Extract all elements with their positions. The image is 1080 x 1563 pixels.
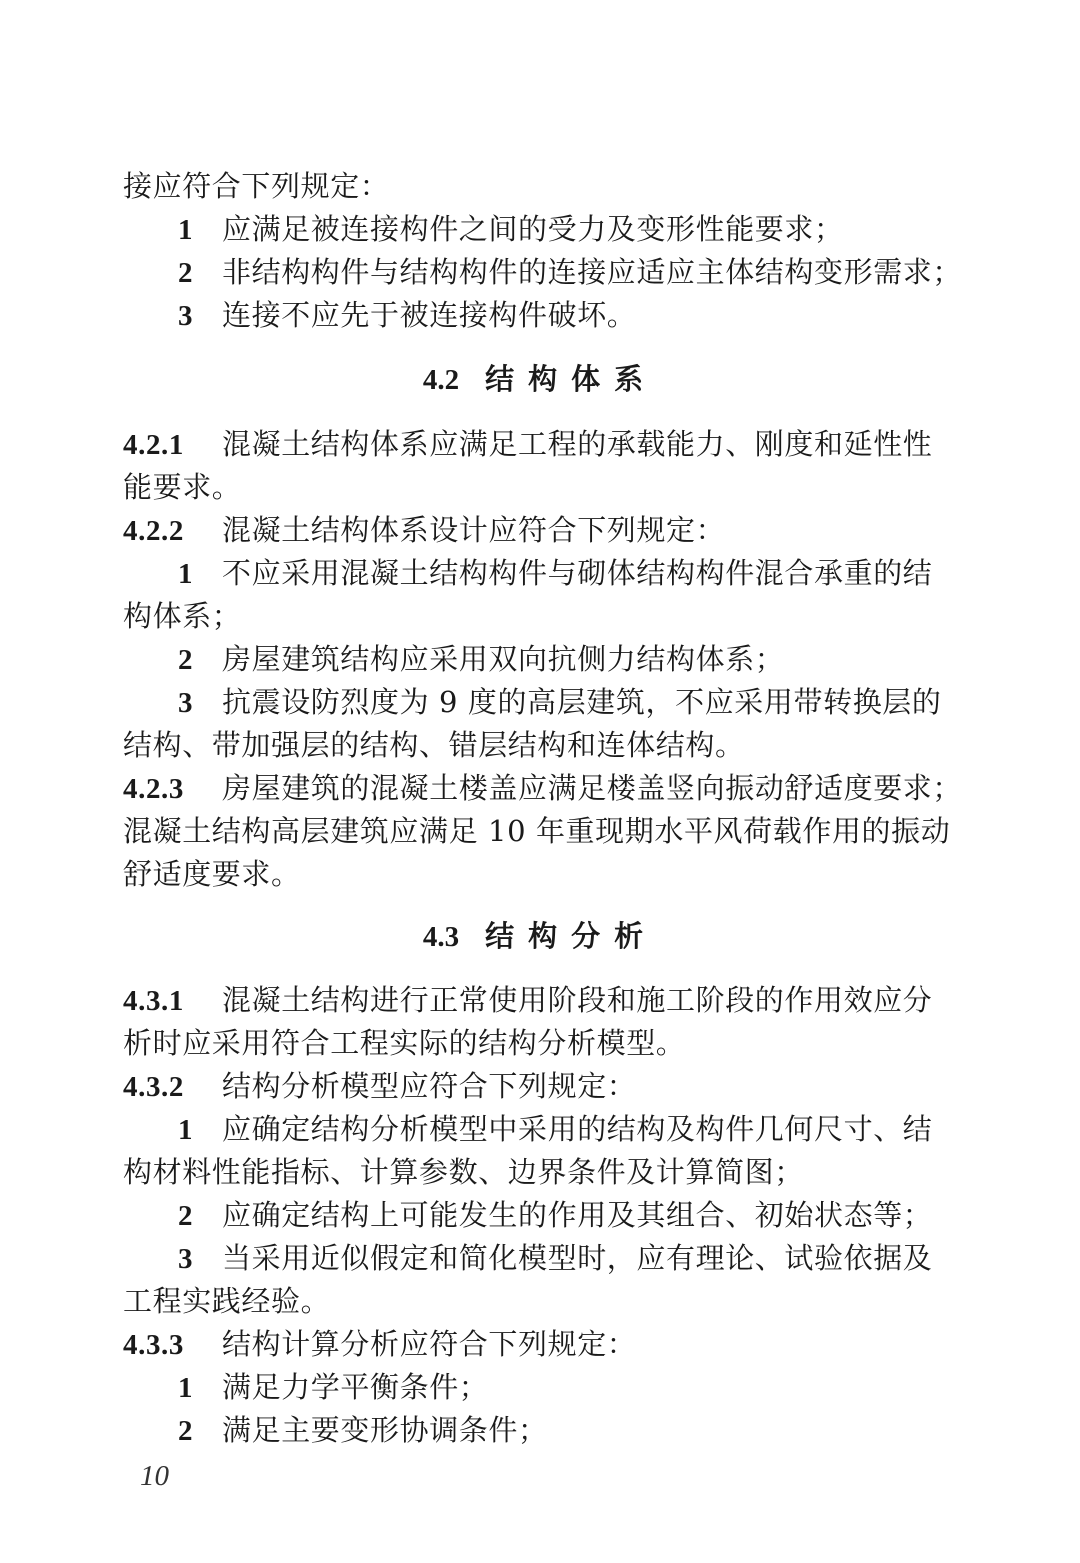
line-text: 结构、带加强层的结构、错层结构和连体结构。 xyxy=(123,728,745,762)
clause-number: 4.2.3 xyxy=(123,773,184,805)
paragraph-line xyxy=(123,811,951,851)
clause-text: 混凝土结构体系应满足工程的承载能力、刚度和延性性 xyxy=(222,427,933,461)
clause-number: 4.3.2 xyxy=(123,1071,184,1103)
item-number: 1 xyxy=(178,1372,194,1404)
item-number: 1 xyxy=(178,214,194,246)
paragraph-line xyxy=(123,467,923,507)
item-number: 2 xyxy=(178,257,194,289)
line-text: 混凝土结构高层建筑应满足 10 年重现期水平风荷载作用的振动 xyxy=(123,814,951,848)
list-item xyxy=(178,209,978,250)
item-text: 非结构构件与结构构件的连接应适应主体结构变形需求； xyxy=(222,255,963,289)
paragraph-line xyxy=(123,1281,923,1321)
item-text: 房屋建筑结构应采用双向抗侧力结构体系； xyxy=(222,642,785,676)
list-item xyxy=(178,1410,978,1451)
clause-number: 4.2.2 xyxy=(123,515,184,547)
line-text: 能要求。 xyxy=(123,470,242,504)
page-number: 10 xyxy=(140,1460,169,1492)
section-title-text: 结构分析 xyxy=(485,919,658,953)
clause-line xyxy=(123,768,963,809)
line-text: 舒适度要求。 xyxy=(123,857,301,891)
paragraph-line xyxy=(123,1152,923,1192)
item-text: 抗震设防烈度为 9 度的高层建筑，不应采用带转换层的 xyxy=(222,685,942,719)
item-text: 应确定结构分析模型中采用的结构及构件几何尺寸、结 xyxy=(222,1112,933,1146)
line-text: 工程实践经验。 xyxy=(123,1284,331,1318)
list-item xyxy=(178,295,978,336)
item-text: 满足力学平衡条件； xyxy=(222,1370,489,1404)
clause-line xyxy=(123,424,933,465)
list-item xyxy=(178,682,978,723)
list-item xyxy=(178,1109,978,1150)
paragraph-line xyxy=(123,166,923,206)
list-item xyxy=(178,1195,978,1236)
section-heading-4-2 xyxy=(0,359,1080,400)
item-text: 当采用近似假定和简化模型时，应有理论、试验依据及 xyxy=(222,1241,933,1275)
item-text: 应满足被连接构件之间的受力及变形性能要求； xyxy=(222,212,844,246)
clause-line xyxy=(123,1066,923,1107)
list-item xyxy=(178,553,978,594)
clause-number: 4.3.1 xyxy=(123,985,184,1017)
item-number: 3 xyxy=(178,300,194,332)
item-number: 1 xyxy=(178,1114,194,1146)
section-heading-4-3 xyxy=(0,916,1080,957)
clause-text: 混凝土结构进行正常使用阶段和施工阶段的作用效应分 xyxy=(222,983,933,1017)
section-number: 4.3 xyxy=(422,921,460,953)
paragraph-line xyxy=(123,854,923,894)
section-title-text: 结构体系 xyxy=(485,362,658,396)
item-number: 2 xyxy=(178,1200,194,1232)
line-text: 构体系； xyxy=(123,599,242,633)
item-number: 1 xyxy=(178,558,194,590)
clause-number: 4.3.3 xyxy=(123,1329,184,1361)
list-item xyxy=(178,639,978,680)
item-number: 2 xyxy=(178,1415,194,1447)
clause-line xyxy=(123,980,933,1021)
line-text: 析时应采用符合工程实际的结构分析模型。 xyxy=(123,1026,686,1060)
clause-text: 结构计算分析应符合下列规定： xyxy=(222,1327,637,1361)
clause-text: 结构分析模型应符合下列规定： xyxy=(222,1069,637,1103)
list-item xyxy=(178,1367,978,1408)
list-item xyxy=(178,252,978,293)
clause-number: 4.2.1 xyxy=(123,429,184,461)
clause-line xyxy=(123,510,923,551)
line-text: 接应符合下列规定： xyxy=(123,169,390,203)
section-number: 4.2 xyxy=(422,364,460,396)
item-text: 不应采用混凝土结构构件与砌体结构构件混合承重的结 xyxy=(222,556,933,590)
item-number: 3 xyxy=(178,1243,194,1275)
clause-line xyxy=(123,1324,923,1365)
paragraph-line xyxy=(123,596,923,636)
list-item xyxy=(178,1238,978,1279)
item-number: 2 xyxy=(178,644,194,676)
item-text: 连接不应先于被连接构件破坏。 xyxy=(222,298,637,332)
paragraph-line xyxy=(123,725,923,765)
paragraph-line xyxy=(123,1023,923,1063)
item-number: 3 xyxy=(178,687,194,719)
item-text: 满足主要变形协调条件； xyxy=(222,1413,548,1447)
clause-text: 房屋建筑的混凝土楼盖应满足楼盖竖向振动舒适度要求； xyxy=(222,771,963,805)
item-text: 应确定结构上可能发生的作用及其组合、初始状态等； xyxy=(222,1198,933,1232)
clause-text: 混凝土结构体系设计应符合下列规定： xyxy=(222,513,726,547)
line-text: 构材料性能指标、计算参数、边界条件及计算简图； xyxy=(123,1155,804,1189)
